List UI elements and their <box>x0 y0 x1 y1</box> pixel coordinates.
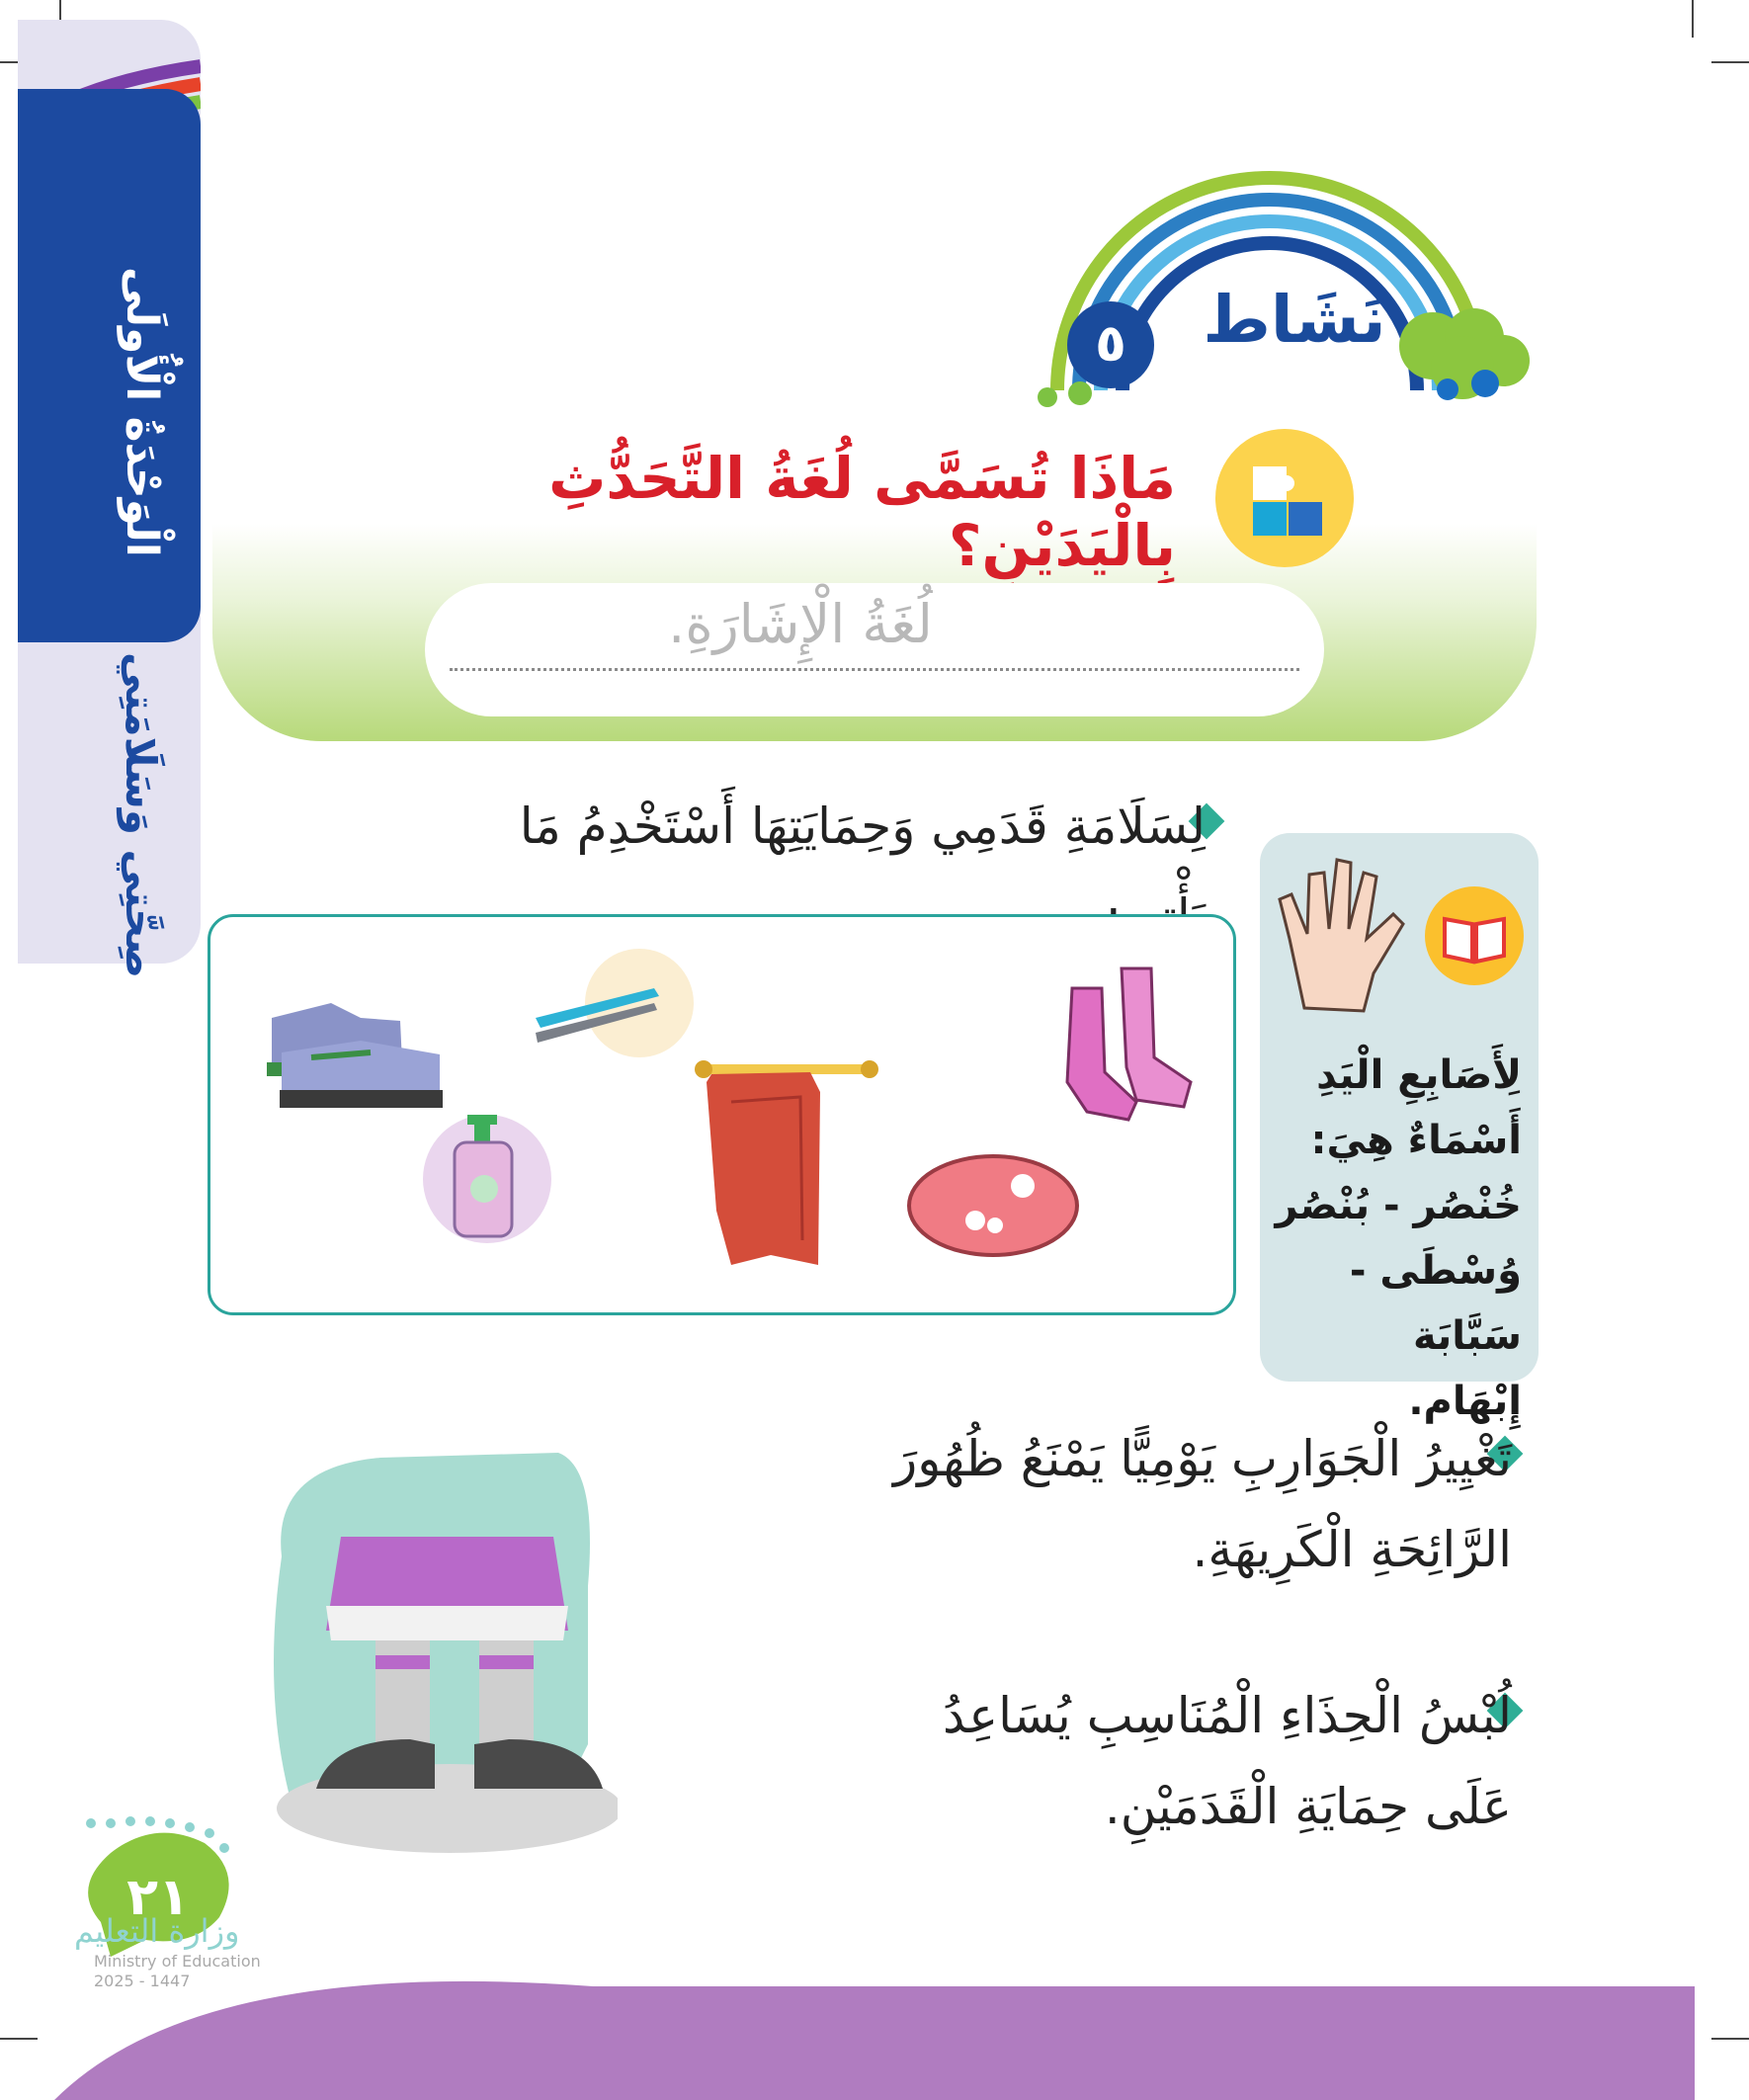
socks-icon <box>1057 964 1201 1151</box>
fact-line: لِأَصَابِعِ الْيَدِ <box>1316 1052 1522 1098</box>
hand-icon <box>1270 845 1418 1018</box>
socks-statement: تَغْيِيرُ الْجَوَارِبِ يَوْمِيًّا يَمْنَعُ ظُهُورَ الرَّائِحَةِ الْكَرِيهَةِ. <box>893 1430 1512 1578</box>
ministry-name-ar: وزارة التعليم <box>74 1912 240 1950</box>
fact-line: إِبْهَام. <box>1408 1379 1522 1424</box>
intro-text: لِسَلَامَةِ قَدَمِي وَحِمَايَتِهَا أَسْتَخْدِمُ مَا <box>519 798 1206 855</box>
answer-dotted-line <box>450 668 1299 671</box>
soap-bar-icon <box>904 1146 1082 1260</box>
unit-subtitle: صِحَّتِي وَسَلَامَتِي <box>117 652 165 979</box>
towel-icon <box>692 1052 879 1280</box>
nail-clipper-icon <box>526 949 694 1072</box>
open-book-icon <box>1423 884 1527 988</box>
answer-text: لُغَةُ الْإِشَارَةِ. <box>668 593 933 655</box>
ministry-name-en: Ministry of Education <box>94 1952 261 1971</box>
flower-decoration <box>1428 364 1517 408</box>
crop-mark <box>1711 61 1749 63</box>
fact-line: وُسْطَى - سَبَّابَة <box>1349 1248 1522 1359</box>
unit-tab-blue-panel <box>18 89 201 642</box>
footer-wave <box>0 1917 1749 2100</box>
crop-mark <box>1692 0 1694 38</box>
sneakers-icon <box>252 964 445 1122</box>
activity-title: نَشَاط <box>1203 282 1386 358</box>
ministry-year: 2025 - 1447 <box>94 1972 191 1990</box>
soap-bottle-icon <box>423 1105 556 1253</box>
girl-legs-illustration <box>262 1448 618 1873</box>
fact-line: أَسْمَاءٌ هِيَ: <box>1310 1118 1522 1163</box>
page-number: ٢١ <box>126 1868 190 1927</box>
unit-label: الْوَحْدَةُ الْأُولَى <box>117 267 167 557</box>
puzzle-icon <box>1213 427 1357 570</box>
fact-text <box>1275 1043 1522 1434</box>
fact-line: خُنْصُر - بُنْصُر <box>1275 1183 1522 1228</box>
question-text: مَاذَا تُسَمَّى لُغَةُ التَّحَدُّثِ بِالْيَدَيْنِ؟ <box>548 445 1176 579</box>
shoes-statement: لُبْسُ الْحِذَاءِ الْمُنَاسِبِ يُسَاعِدُ عَلَى حِمَايَةِ الْقَدَمَيْنِ. <box>943 1687 1512 1835</box>
activity-number-badge: ٥ <box>1067 301 1154 388</box>
